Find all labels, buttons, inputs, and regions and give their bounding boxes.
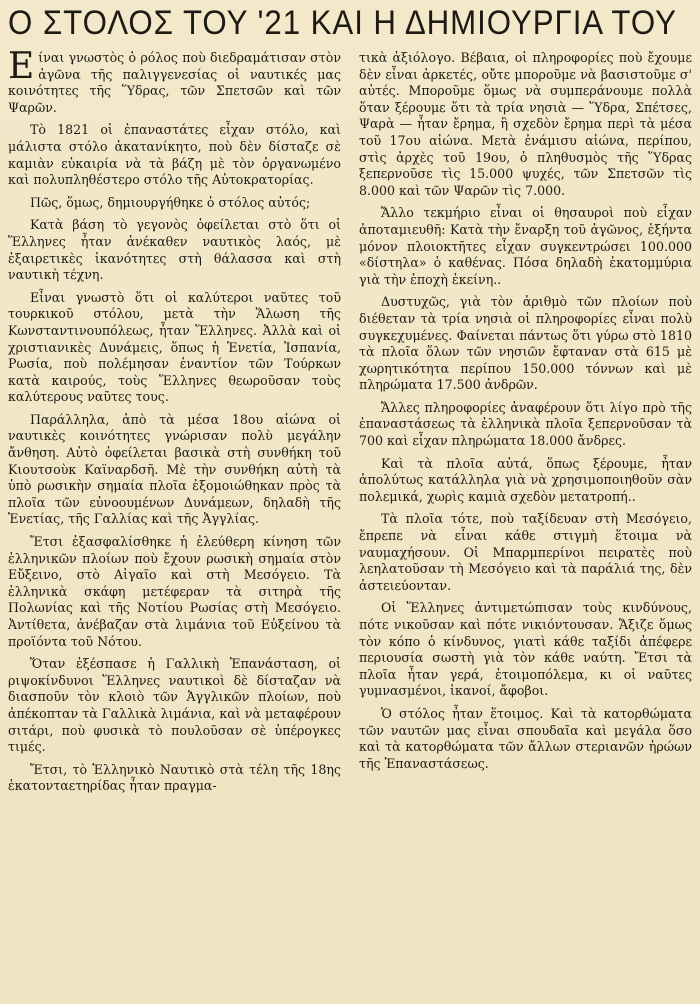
paragraph: Ὅταν ἐξέσπασε ἡ Γαλλικὴ Ἐπανάσταση, οἱ ριψοκίνδυνοι Ἕλληνες ναυτικοὶ δὲ δίσταζαν νὰ διασποῦν τὸν κλοιὸ τῶν Ἀγγλικῶν πλοίων, ποὺ ἀπέκοπταν τὰ Γαλλικὰ λιμάνια, καὶ νὰ μεταφέρουν σιτάρι, ποὺ φυσικὰ τὸ πουλοῦσαν σὲ ὑπέρογκες τιμές.	[8, 656, 341, 755]
paragraph: Εἶναι γνωστὸ ὅτι οἱ καλύτεροι ναῦτες τοῦ τουρκικοῦ στόλου, μετὰ τὴν Ἅλωση τῆς Κωνσταντινουπόλεως, ἦταν Ἕλληνες. Ἀλλὰ καὶ οἱ χριστιανικὲς Δυνάμεις, ὅπως ἡ Ἑνετία, Ἱσπανία, Ρωσία, ποὺ πολέμησαν ἐναντίον τῶν Τούρκων κατὰ καιρούς, τοὺς Ἕλληνες θεωροῦσαν τοὺς καλύτερους ναῦτες τους.	[8, 289, 341, 405]
paragraph: Τὰ πλοῖα τότε, ποὺ ταξίδευαν στὴ Μεσόγειο, ἔπρεπε νὰ εἶναι κάθε στιγμὴ ἕτοιμα νὰ ναυμαχήσουν. Οἱ Μπαρμπερίνοι πειρατὲς ποὺ λεηλατοῦσαν τὴ Μεσόγειο καὶ τὰ παράλιά της, δὲν ἀστειεύονταν.	[359, 511, 692, 593]
paragraph: Καὶ τὰ πλοῖα αὐτά, ὅπως ξέρουμε, ἦταν ἀπολύτως κατάλληλα γιὰ νὰ χρησιμοποιηθοῦν σὰν πολεμικά, χωρὶς καμιὰ σχεδὸν μετατροπή..	[359, 455, 692, 504]
paragraph	[8, 46, 341, 116]
right-column	[359, 50, 692, 801]
paragraph: Κατὰ βάση τὸ γεγονὸς ὀφείλεται στὸ ὅτι οἱ Ἕλληνες ἦταν ἀνέκαθεν ναυτικὸς λαός, μὲ ἐξαιρετικὲς ἱκανότητες στὴ θάλασσα καὶ στὴ ναυτικὴ τέχνη.	[8, 217, 341, 283]
paragraph: Παράλληλα, ἀπὸ τὰ μέσα 18ου αἰώνα οἱ ναυτικὲς κοινότητες γνώρισαν πολὺ μεγάλην ἄνθηση. Αὐτὸ ὀφείλεται βασικὰ στὴ συνθήκη τοῦ Κιουτσοὺκ Καϊναρδσῆ. Μὲ τὴν συνθήκη αὐτὴ τὰ ὑπὸ ρωσικὴν σημαία πλοῖα ἐξομοιώθηκαν πρὸς τὰ πλοῖα τῶν εὐνοουμένων Δυνάμεων, δηλαδὴ τῆς Ἑνετίας, τῆς Γαλλίας καὶ τῆς Ἀγγλίας.	[8, 411, 341, 527]
drop-cap: Ε	[8, 46, 35, 87]
paragraph: Ἔτσι, τὸ Ἑλληνικὸ Ναυτικὸ στὰ τέλη τῆς 18ης ἑκατονταετηρίδας ἦταν πραγμα-	[8, 761, 341, 794]
paragraph: Ἄλλες πληροφορίες ἀναφέρουν ὅτι λίγο πρὸ τῆς ἐπαναστάσεως τὰ ἑλληνικὰ πλοῖα ξεπερνοῦσαν τὰ 700 καὶ εἶχαν πληρώματα 18.000 ἄνδρες.	[359, 399, 692, 449]
paragraph: Ἔτσι ἐξασφαλίσθηκε ἡ ἐλεύθερη κίνηση τῶν ἑλληνικῶν πλοίων ποὺ ἔχουν ρωσικὴ σημαία στὸν Εὔξεινο, στὸ Αἰγαῖο καὶ στὴ Μεσόγειο. Τὰ ἑλληνικὰ σκάφη μετέφεραν τὰ σιτηρὰ τῆς Πολωνίας καὶ τῆς Νοτίου Ρωσίας στὴ Μεσόγειο. Ἀντίθετα, ἀνέβαζαν στὰ λιμάνια τοῦ Εὐξείνου τὰ προϊόντα τοῦ Νότου.	[8, 534, 341, 649]
article-body	[8, 46, 692, 801]
article-headline: Ο ΣΤΟΛΟΣ ΤΟΥ '21 ΚΑΙ Η ΔΗΜΙΟΥΡΓΙΑ ΤΟΥ	[8, 4, 677, 42]
paragraph: Οἱ Ἕλληνες ἀντιμετώπισαν τοὺς κινδύνους, πότε νικοῦσαν καὶ πότε νικιόντουσαν. Ἄξιζε ὅμως τὸν κόπο ὁ κίνδυνος, γιατὶ κάθε ταξίδι ἀπέφερε περιουσία σωστὴ γιὰ τὸν κάθε ναύτη. Ἔτσι τὰ πλοῖα ἦταν γερά, ἑτοιμοπόλεμα, κι οἱ ναῦτες γυμνασμένοι, ἱκανοί, ἄφοβοι.	[359, 600, 692, 699]
paragraph: Ἄλλο τεκμήριο εἶναι οἱ θησαυροὶ ποὺ εἶχαν ἀποταμιευθῆ: Κατὰ τὴν ἔναρξη τοῦ ἀγῶνος, ἑξήντα μόνον πλοιοκτῆτες εἶχαν συγκεντρώσει 100.000 «δίστηλα» ὁ καθένας. Πόσα δηλαδὴ ἑκατομμύρια γιὰ τὴν ἐποχὴ ἐκείνη..	[359, 205, 692, 287]
paragraph: Δυστυχῶς, γιὰ τὸν ἀριθμὸ τῶν πλοίων ποὺ διέθεταν τὰ τρία νησιὰ οἱ πληροφορίες εἶναι πολὺ συγκεχυμένες. Φαίνεται πάντως ὅτι γύρω στὸ 1810 τὰ πλοῖα ὅλων τῶν νησιῶν ἔφταναν στὰ 615 μὲ χωρητικότητα περίπου 150.000 τόννων καὶ μὲ πληρώματα 17.500 ἀνδρῶν.	[359, 294, 692, 393]
paragraph: τικὰ ἀξιόλογο. Βέβαια, οἱ πληροφορίες ποὺ ἔχουμε δὲν εἶναι ἀρκετές, οὔτε μποροῦμε νὰ βασιστοῦμε σ' αὐτές. Μποροῦμε ὅμως νὰ συμπεράνουμε πολλὰ ὅταν ξέρουμε ὅτι τὰ τρία νησιὰ — Ὕδρα, Σπέτσες, Ψαρὰ — ἦταν ἔρημα, ἢ σχεδὸν ἔρημα περὶ τὰ μέσα τοῦ 17ου αἰώνα. Μετὰ ἐνάμισυ αἰώνα, περίπου, στὶς ἀρχὲς τοῦ 19ου, ὁ πληθυσμὸς τῆς Ὕδρας ξεπερνοῦσε τὶς 15.000 ψυχές, τῶν Σπετσῶν τὶς 8.000 καὶ τῶν Ψαρῶν τὶς 7.000.	[359, 50, 692, 198]
paragraph: Τὸ 1821 οἱ ἐπαναστάτες εἶχαν στόλο, καὶ μάλιστα στόλο ἀκατανίκητο, ποὺ δὲν δίσταζε σὲ καμιὰν εὐκαιρία νὰ τὰ βάζη μὲ τὸν ὀργανωμένο καὶ πολυπληθέστερο στόλο τῆς Αὐτοκρατορίας.	[8, 122, 341, 188]
left-column	[8, 46, 341, 801]
paragraph: Ὁ στόλος ἦταν ἕτοιμος. Καὶ τὰ κατορθώματα τῶν ναυτῶν μας εἶναι σπουδαῖα καὶ μεγάλα ὅσο καὶ τὰ κατορθώματα τῶν ἄλλων στεριανῶν ἡρώων τῆς Ἐπαναστάσεως.	[359, 705, 692, 771]
paragraph: Πῶς, ὅμως, δημιουργήθηκε ὁ στόλος αὐτός;	[30, 194, 311, 210]
paragraph-text: ίναι γνωστὸς ὁ ρόλος ποὺ διεδραμάτισαν στὸν ἀγῶνα τῆς παλιγγενεσίας οἱ ναυτικές μας κοινότητες τῆς Ὕδρας, τῶν Σπετσῶν καὶ τῶν Ψαρῶν.	[8, 50, 341, 115]
